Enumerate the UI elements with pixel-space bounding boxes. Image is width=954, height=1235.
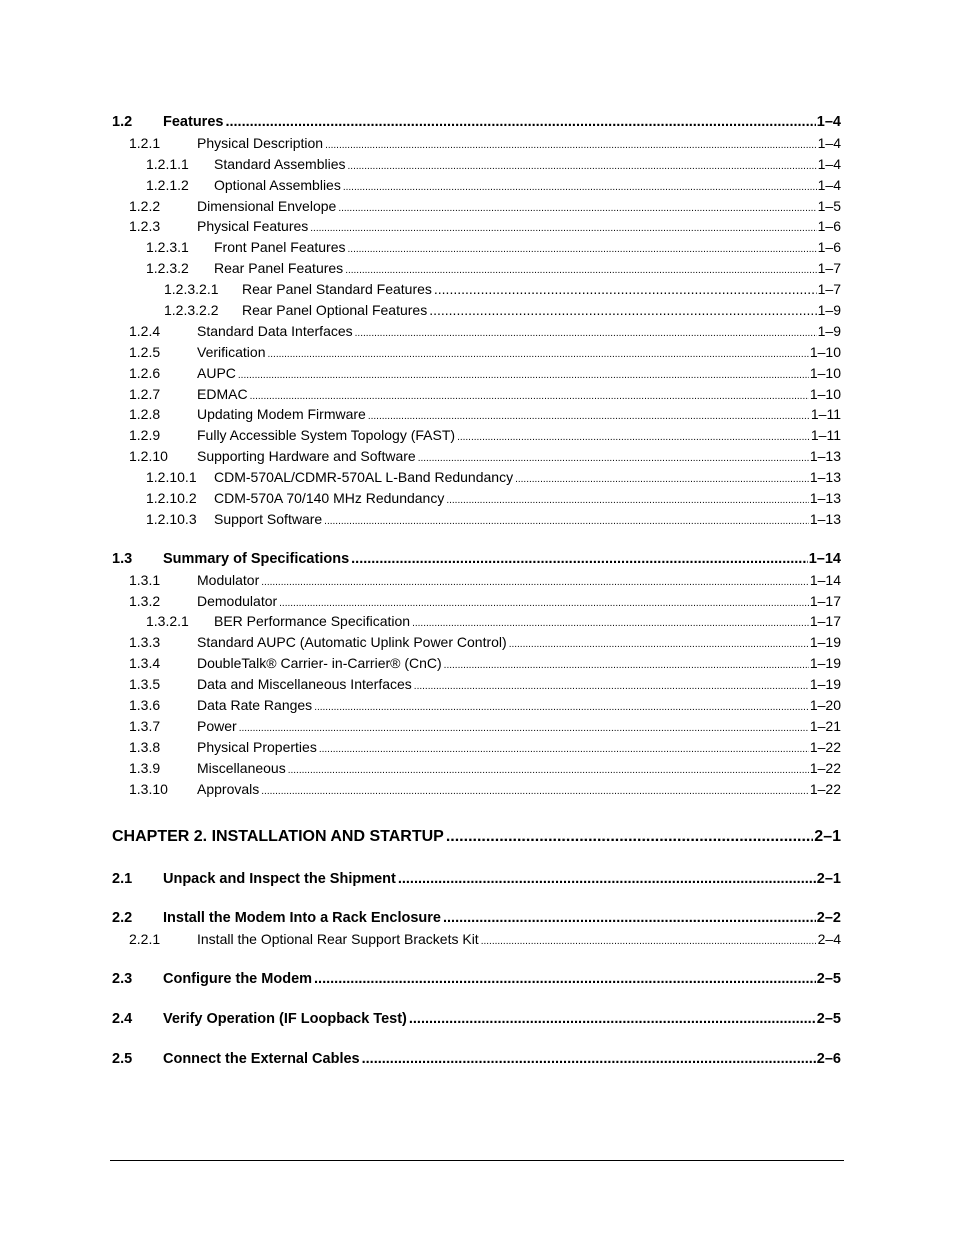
toc-entry-number: 1.3.7 [129,717,161,734]
toc-entry-page: 2–5 [816,971,841,988]
toc-entry-number: 1.2.4 [129,322,161,339]
toc-entry-page: 1–7 [817,260,841,277]
dot-leader [446,824,813,850]
toc-entry-page: 1–20 [809,697,841,714]
toc-entry-number: 1.2.3.2.2 [164,302,219,319]
toc-entry-page: 1–13 [809,490,841,507]
toc-entry[interactable] [112,653,841,674]
toc-entry[interactable] [112,279,841,300]
toc-entry-number: 1.3.9 [129,759,161,776]
toc-entry-title: EDMAC [197,385,248,402]
toc-entry-page: 2–2 [816,910,841,927]
toc-entry[interactable] [112,674,841,695]
toc-entry-title: Physical Properties [197,738,317,755]
toc-entry-page: 1–10 [809,343,841,360]
spacer [112,990,841,1009]
toc-entry-title: Standard Data Interfaces [197,322,353,339]
toc-entry-number: 1.3 [112,550,133,567]
toc-entry-number: 1.3.2.1 [146,613,189,630]
dot-leader [324,512,809,533]
toc-chapter-entry[interactable] [112,824,841,850]
toc-entry[interactable] [112,488,841,509]
toc-entry-number: 1.2.10.1 [146,469,197,486]
dot-leader [261,782,809,803]
toc-entry-title: Physical Features [197,218,309,235]
toc-entry-number: 2.2.1 [129,931,161,948]
toc-entry-title: CDM-570A 70/140 MHz Redundancy [214,490,445,507]
toc-entry[interactable] [112,237,841,258]
toc-entry-title: Install the Optional Rear Support Brackets Kit [197,931,479,948]
toc-entry-title: Power [197,717,237,734]
toc-entry[interactable] [112,216,841,237]
toc-entry-page: 1–9 [817,322,841,339]
toc-entry-number: 1.3.6 [129,697,161,714]
toc-entry-number: 1.2.10.2 [146,490,197,507]
toc-entry-page: 2–1 [816,870,841,887]
toc-entry-title: Modulator [197,571,260,588]
toc-entry-page: 1–17 [809,613,841,630]
toc-entry-title: Supporting Hardware and Software [197,448,416,465]
spacer [112,850,841,869]
toc-entry-number: 1.3.2 [129,592,161,609]
toc-entry-title: Fully Accessible System Topology (FAST) [197,427,456,444]
dot-leader [434,279,817,300]
toc-entry-page: 1–17 [809,592,841,609]
toc-entry[interactable] [112,570,841,591]
toc-entry[interactable] [112,154,841,175]
dot-leader [225,112,815,133]
toc-entry[interactable] [112,342,841,363]
toc-entry[interactable] [112,908,841,929]
toc-entry-page: 2–4 [817,931,841,948]
dot-leader [429,300,816,321]
toc-entry-page: 1–9 [817,302,841,319]
dot-leader [314,969,816,990]
toc-entry-number: 1.2 [112,114,133,130]
dot-leader [351,549,808,570]
toc-entry-page: 2–6 [816,1050,841,1067]
toc-entry-page: 1–11 [810,406,841,423]
toc-entry-page: 1–10 [809,364,841,381]
toc-entry-page: 1–13 [809,448,841,465]
toc-entry-page: 1–7 [817,281,841,298]
toc-entry[interactable] [112,779,841,800]
toc-entry-number: 1.3.10 [129,780,168,797]
toc-entry-title: BER Performance Specification [214,613,411,630]
toc-entry-title: Optional Assemblies [214,176,341,193]
spacer [112,800,841,824]
toc-entry-number: 1.2.1.2 [146,176,189,193]
toc-entry-number: 1.2.1 [129,134,161,151]
toc-entry-number: 2.1 [112,870,133,887]
toc-entry-title: Configure the Modem [163,971,313,988]
toc-entry-page: 1–22 [809,780,841,797]
toc-entry[interactable] [112,384,841,405]
toc-entry-title: Unpack and Inspect the Shipment [163,870,396,887]
toc-entry-title: AUPC [197,364,236,381]
toc-entry[interactable] [112,446,841,467]
toc-entry-number: 1.3.3 [129,634,161,651]
toc-entry-title: Front Panel Features [214,239,346,256]
toc-entry-page: 1–22 [809,759,841,776]
toc-entry[interactable] [112,363,841,384]
dot-leader [481,932,817,953]
toc-entry-page: 1–22 [809,738,841,755]
toc-entry-page: 1–6 [817,239,841,256]
toc-entry[interactable] [112,321,841,342]
toc-entry-number: 1.2.6 [129,364,161,381]
toc-entry-title: Standard AUPC (Automatic Uplink Power Control) [197,634,507,651]
toc-entry-title: Summary of Specifications [163,550,350,567]
toc-entry-title: Updating Modem Firmware [197,406,366,423]
toc-entry-number: 1.3.1 [129,571,161,588]
toc-entry-page: 1–14 [809,571,841,588]
dot-leader [362,1049,816,1070]
toc-entry-page: 1–13 [809,469,841,486]
toc-entry-title: Data and Miscellaneous Interfaces [197,676,412,693]
toc-entry-number: 1.2.10.3 [146,510,197,527]
toc-entry-page: 1–19 [809,634,841,651]
toc-entry[interactable] [112,467,841,488]
toc-entry-title: Miscellaneous [197,759,286,776]
dot-leader [443,908,816,929]
toc-entry-number: 1.2.7 [129,385,161,402]
toc-entry-title: Features [163,114,224,130]
table-of-contents [112,112,841,1070]
toc-entry[interactable] [112,591,841,612]
toc-entry-title: Verify Operation (IF Loopback Test) [163,1011,407,1028]
toc-entry-number: 1.2.3.2.1 [164,281,219,298]
toc-entry-page: 1–11 [810,427,841,444]
toc-entry-title: Data Rate Ranges [197,697,313,714]
spacer [112,889,841,908]
toc-entry[interactable] [112,112,841,133]
toc-entry-title: Demodulator [197,592,278,609]
toc-entry-page: 2–1 [814,827,841,845]
toc-entry[interactable] [112,758,841,779]
toc-entry-title: Rear Panel Standard Features [242,281,432,298]
toc-entry-number: 2.5 [112,1050,133,1067]
toc-entry-number: 1.2.9 [129,427,161,444]
toc-entry-title: Rear Panel Optional Features [242,302,428,319]
toc-entry-page: 1–4 [817,176,841,193]
toc-entry[interactable] [112,611,841,632]
toc-entry[interactable] [112,737,841,758]
spacer [112,1030,841,1049]
toc-entry-title: Rear Panel Features [214,260,344,277]
toc-entry-title: Dimensional Envelope [197,197,337,214]
toc-entry[interactable] [112,300,841,321]
toc-entry-page: 1–5 [817,197,841,214]
toc-entry-number: 1.2.3 [129,218,161,235]
toc-entry-title: Approvals [197,780,260,797]
toc-entry[interactable] [112,175,841,196]
toc-entry-number: 1.2.10 [129,448,168,465]
toc-entry-number: 2.2 [112,910,133,927]
footer-rule [110,1160,844,1161]
toc-entry-page: 1–19 [809,655,841,672]
toc-entry[interactable] [112,969,841,990]
toc-entry[interactable] [112,509,841,530]
toc-entry-number: 1.2.8 [129,406,161,423]
toc-entry[interactable] [112,632,841,653]
toc-entry-page: 1–21 [809,717,841,734]
toc-entry-number: 1.2.1.1 [146,155,189,172]
toc-entry-title: Support Software [214,510,323,527]
toc-entry[interactable] [112,869,841,890]
toc-entry[interactable] [112,425,841,446]
toc-entry-page: 1–10 [809,385,841,402]
toc-entry-page: 1–14 [808,550,841,567]
toc-entry-page: 1–4 [817,134,841,151]
toc-entry-title: Verification [197,343,266,360]
toc-entry-page: 1–6 [817,218,841,235]
toc-entry[interactable] [112,929,841,950]
toc-entry-number: 1.2.2 [129,197,161,214]
toc-entry-number: 1.2.3.2 [146,260,189,277]
toc-entry[interactable] [112,695,841,716]
toc-entry[interactable] [112,258,841,279]
toc-entry[interactable] [112,404,841,425]
toc-entry-page: 1–19 [809,676,841,693]
toc-entry[interactable] [112,133,841,154]
toc-entry[interactable] [112,1009,841,1030]
toc-entry[interactable] [112,1049,841,1070]
toc-entry-title: Physical Description [197,134,324,151]
toc-entry-title: Standard Assemblies [214,155,346,172]
toc-entry-page: 1–4 [816,114,841,130]
toc-entry-title: CHAPTER 2. INSTALLATION AND STARTUP [112,827,444,845]
toc-entry-page: 1–13 [809,510,841,527]
toc-entry-title: DoubleTalk® Carrier- in-Carrier® (CnC) [197,655,442,672]
toc-entry-page: 2–5 [816,1011,841,1028]
toc-entry-number: 2.4 [112,1011,133,1028]
toc-entry[interactable] [112,549,841,570]
toc-entry-number: 1.3.5 [129,676,161,693]
toc-entry-number: 1.2.3.1 [146,239,189,256]
toc-entry[interactable] [112,196,841,217]
toc-entry-page: 1–4 [817,155,841,172]
toc-entry-number: 1.3.8 [129,738,161,755]
toc-entry-title: Install the Modem Into a Rack Enclosure [163,910,441,927]
toc-entry-title: CDM-570AL/CDMR-570AL L-Band Redundancy [214,469,514,486]
toc-entry-number: 2.3 [112,971,133,988]
toc-entry-title: Connect the External Cables [163,1050,360,1067]
dot-leader [398,869,816,890]
toc-entry-number: 1.2.5 [129,343,161,360]
toc-entry-number: 1.3.4 [129,655,161,672]
toc-entry[interactable] [112,716,841,737]
dot-leader [409,1009,816,1030]
